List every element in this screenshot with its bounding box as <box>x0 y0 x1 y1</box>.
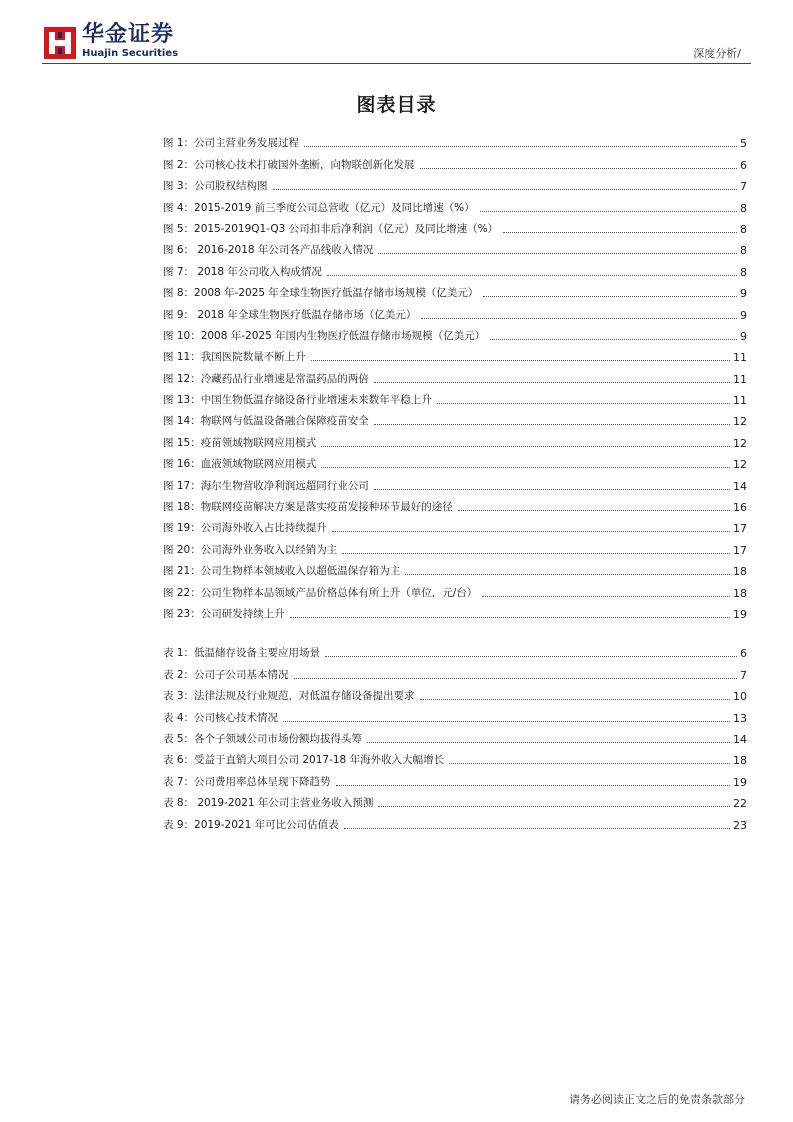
toc-entry-label[interactable]: 图 11：我国医院数量不断上升 <box>163 351 306 364</box>
toc-page-number[interactable]: 7 <box>740 668 747 682</box>
figure-toc-entry[interactable] <box>163 514 747 535</box>
dot-leader <box>311 360 730 361</box>
figure-toc-entry[interactable] <box>163 364 747 385</box>
dot-leader <box>290 617 730 618</box>
dot-leader <box>325 656 737 657</box>
toc-page-number[interactable]: 22 <box>733 797 747 811</box>
figure-list <box>163 129 747 621</box>
dot-leader <box>374 382 730 383</box>
toc-page-number[interactable]: 23 <box>733 818 747 832</box>
toc-entry-label[interactable]: 图 10：2008 年-2025 年国内生物医疗低温存储市场规模（亿美元） <box>163 329 486 342</box>
dot-leader <box>378 806 730 807</box>
dot-leader <box>344 828 730 829</box>
header-divider <box>42 63 751 64</box>
toc-entry-label[interactable]: 图 2：公司核心技术打破国外垄断，向物联创新化发展 <box>163 158 415 171</box>
toc-page-number[interactable]: 9 <box>740 308 747 322</box>
dot-leader <box>490 339 737 340</box>
dot-leader <box>321 467 730 468</box>
report-type: 深度分析/ <box>693 47 741 60</box>
toc-page-number[interactable]: 6 <box>740 647 747 661</box>
figure-toc-entry[interactable] <box>163 471 747 492</box>
toc-entry-label[interactable]: 表 4：公司核心技术情况 <box>163 711 279 724</box>
figure-toc-entry[interactable] <box>163 535 747 556</box>
toc-page-number[interactable]: 12 <box>733 436 747 450</box>
dot-leader <box>374 424 730 425</box>
table-toc-entry[interactable] <box>163 639 747 660</box>
dot-leader <box>458 510 730 511</box>
toc-page-number[interactable]: 17 <box>733 543 747 557</box>
dot-leader <box>283 721 730 722</box>
figure-toc-entry[interactable] <box>163 150 747 171</box>
toc-entry-label[interactable]: 图 14：物联网与低温设备融合保障疫苗安全 <box>163 415 369 428</box>
dot-leader <box>420 168 737 169</box>
toc-entry-label[interactable]: 表 2：公司子公司基本情况 <box>163 668 289 681</box>
brand-name-en: Huajin Securities <box>82 48 179 59</box>
dot-leader <box>304 146 737 147</box>
dot-leader <box>483 296 737 297</box>
toc-page-number[interactable]: 8 <box>740 222 747 236</box>
dot-leader <box>327 275 737 276</box>
toc-entry-label[interactable]: 表 1：低温储存设备主要应用场景 <box>163 647 321 660</box>
page-header <box>0 0 793 66</box>
toc-entry-label[interactable]: 表 7：公司费用率总体呈现下降趋势 <box>163 775 331 788</box>
toc-page-number[interactable]: 18 <box>733 586 747 600</box>
table-toc-entry[interactable] <box>163 746 747 767</box>
figure-toc-entry[interactable] <box>163 300 747 321</box>
dot-leader <box>420 699 730 700</box>
dot-leader <box>332 531 730 532</box>
toc-page-number[interactable]: 18 <box>733 565 747 579</box>
toc-page-number[interactable]: 19 <box>733 775 747 789</box>
toc-page-number[interactable]: 11 <box>733 372 747 386</box>
toc-page-number[interactable]: 17 <box>733 522 747 536</box>
huajin-logo-icon <box>44 27 76 59</box>
table-toc-entry[interactable] <box>163 660 747 681</box>
figure-toc-entry[interactable] <box>163 172 747 193</box>
toc-page-number[interactable]: 8 <box>740 265 747 279</box>
figure-toc-entry[interactable] <box>163 279 747 300</box>
dot-leader <box>367 742 730 743</box>
dot-leader <box>405 574 730 575</box>
figure-toc-entry[interactable] <box>163 493 747 514</box>
toc-entry-label[interactable]: 图 7： 2018 年公司收入构成情况 <box>163 265 322 278</box>
toc-entry-label[interactable]: 图 8：2008 年-2025 年全球生物医疗低温存储市场规模（亿美元） <box>163 287 479 300</box>
dot-leader <box>374 489 730 490</box>
toc-page-number[interactable]: 18 <box>733 754 747 768</box>
table-toc-entry[interactable] <box>163 682 747 703</box>
dot-leader <box>437 403 730 404</box>
toc-entry-label[interactable]: 图 17：海尔生物营收净利润远超同行业公司 <box>163 479 369 492</box>
toc-entry-label[interactable]: 图 4：2015-2019 前三季度公司总营收（亿元）及同比增速（%） <box>163 201 475 214</box>
toc-entry-label[interactable]: 图 9： 2018 年全球生物医疗低温存储市场（亿美元） <box>163 308 417 321</box>
figure-toc-entry[interactable] <box>163 407 747 428</box>
figure-toc-entry[interactable] <box>163 129 747 150</box>
figure-toc-entry[interactable] <box>163 428 747 449</box>
dot-leader <box>273 189 737 190</box>
toc-page-number[interactable]: 9 <box>740 329 747 343</box>
toc-entry-label[interactable]: 表 3：法律法规及行业规范，对低温存储设备提出要求 <box>163 690 415 703</box>
dot-leader <box>449 763 730 764</box>
toc-entry-label[interactable]: 图 16：血液领域物联网应用模式 <box>163 458 317 471</box>
toc-page-number[interactable]: 19 <box>733 607 747 621</box>
toc-page-number[interactable]: 10 <box>733 690 747 704</box>
toc-entry-label[interactable]: 图 15：疫苗领域物联网应用模式 <box>163 436 317 449</box>
toc-entry-label[interactable]: 图 20：公司海外业务收入以经销为主 <box>163 543 338 556</box>
toc-page-number[interactable]: 7 <box>740 180 747 194</box>
toc-entry-label[interactable]: 图 5：2015-2019Q1-Q3 公司扣非后净利润（亿元）及同比增速（%） <box>163 222 499 235</box>
table-toc-entry[interactable] <box>163 789 747 810</box>
toc-page-number[interactable]: 11 <box>733 351 747 365</box>
toc-page-number[interactable]: 13 <box>733 711 747 725</box>
dot-leader <box>342 553 730 554</box>
toc-page-number[interactable]: 9 <box>740 287 747 301</box>
toc-entry-label[interactable]: 图 23：公司研发持续上升 <box>163 607 285 620</box>
toc-page-number[interactable]: 8 <box>740 244 747 258</box>
table-toc-entry[interactable] <box>163 810 747 831</box>
figure-toc-entry[interactable] <box>163 386 747 407</box>
figure-toc-entry[interactable] <box>163 193 747 214</box>
toc-page-number[interactable]: 14 <box>733 479 747 493</box>
toc-entry-label[interactable]: 表 6：受益于直销大项目公司 2017-18 年海外收入大幅增长 <box>163 754 445 767</box>
table-toc-entry[interactable] <box>163 767 747 788</box>
dot-leader <box>378 253 737 254</box>
table-list <box>163 639 747 832</box>
figure-toc-entry[interactable] <box>163 343 747 364</box>
toc-entry-label[interactable]: 图 1：公司主营业务发展过程 <box>163 137 300 150</box>
toc-page-number[interactable]: 14 <box>733 732 747 746</box>
table-toc-entry[interactable] <box>163 725 747 746</box>
dot-leader <box>480 211 737 212</box>
toc-page-number[interactable]: 16 <box>733 501 747 515</box>
toc-page-number[interactable]: 12 <box>733 415 747 429</box>
dot-leader <box>294 678 737 679</box>
toc-entry-label[interactable]: 图 6： 2016-2018 年公司各产品线收入情况 <box>163 244 374 257</box>
table-toc-entry[interactable] <box>163 703 747 724</box>
toc-entry-label[interactable]: 表 5：各个子领域公司市场份额均拔得头筹 <box>163 732 363 745</box>
dot-leader <box>321 446 730 447</box>
page-title: 图表目录 <box>356 94 437 116</box>
dot-leader <box>421 318 737 319</box>
dot-leader <box>503 232 737 233</box>
figure-toc-entry[interactable] <box>163 578 747 599</box>
figure-toc-entry[interactable] <box>163 450 747 471</box>
toc-page-number[interactable]: 6 <box>740 158 747 172</box>
dot-leader <box>336 785 730 786</box>
toc-entry-label[interactable]: 图 22：公司生物样本品领域产品价格总体有所上升（单位，元/台） <box>163 586 478 599</box>
toc-entry-label[interactable]: 图 13：中国生物低温存储设备行业增速未来数年平稳上升 <box>163 394 432 407</box>
toc-page-number[interactable]: 8 <box>740 201 747 215</box>
toc-entry-label[interactable]: 图 18：物联网疫苗解决方案是落实疫苗发接种环节最好的途径 <box>163 501 453 514</box>
toc-entry-label[interactable]: 图 21：公司生物样本领域收入以超低温保存箱为主 <box>163 565 401 578</box>
toc-page-number[interactable]: 5 <box>740 137 747 151</box>
toc-entry-label[interactable]: 图 12：冷藏药品行业增速是常温药品的两倍 <box>163 372 369 385</box>
figure-toc-entry[interactable] <box>163 557 747 578</box>
figure-toc-entry[interactable] <box>163 257 747 278</box>
figure-toc-entry[interactable] <box>163 215 747 236</box>
dot-leader <box>482 596 730 597</box>
toc-page-number[interactable]: 12 <box>733 458 747 472</box>
footer-disclaimer: 请务必阅读正文之后的免责条款部分 <box>569 1093 745 1106</box>
figure-toc-entry[interactable] <box>163 322 747 343</box>
figure-toc-entry[interactable] <box>163 600 747 621</box>
brand-name-cn: 华金证券 <box>82 22 175 47</box>
toc-entry-label[interactable]: 表 9：2019-2021 年可比公司估值表 <box>163 818 339 831</box>
toc-page-number[interactable]: 11 <box>733 394 747 408</box>
toc-entry-label[interactable]: 图 3：公司股权结构图 <box>163 180 268 193</box>
figure-toc-entry[interactable] <box>163 236 747 257</box>
toc-entry-label[interactable]: 图 19：公司海外收入占比持续提升 <box>163 522 327 535</box>
toc-entry-label[interactable]: 表 8： 2019-2021 年公司主营业务收入预测 <box>163 797 374 810</box>
